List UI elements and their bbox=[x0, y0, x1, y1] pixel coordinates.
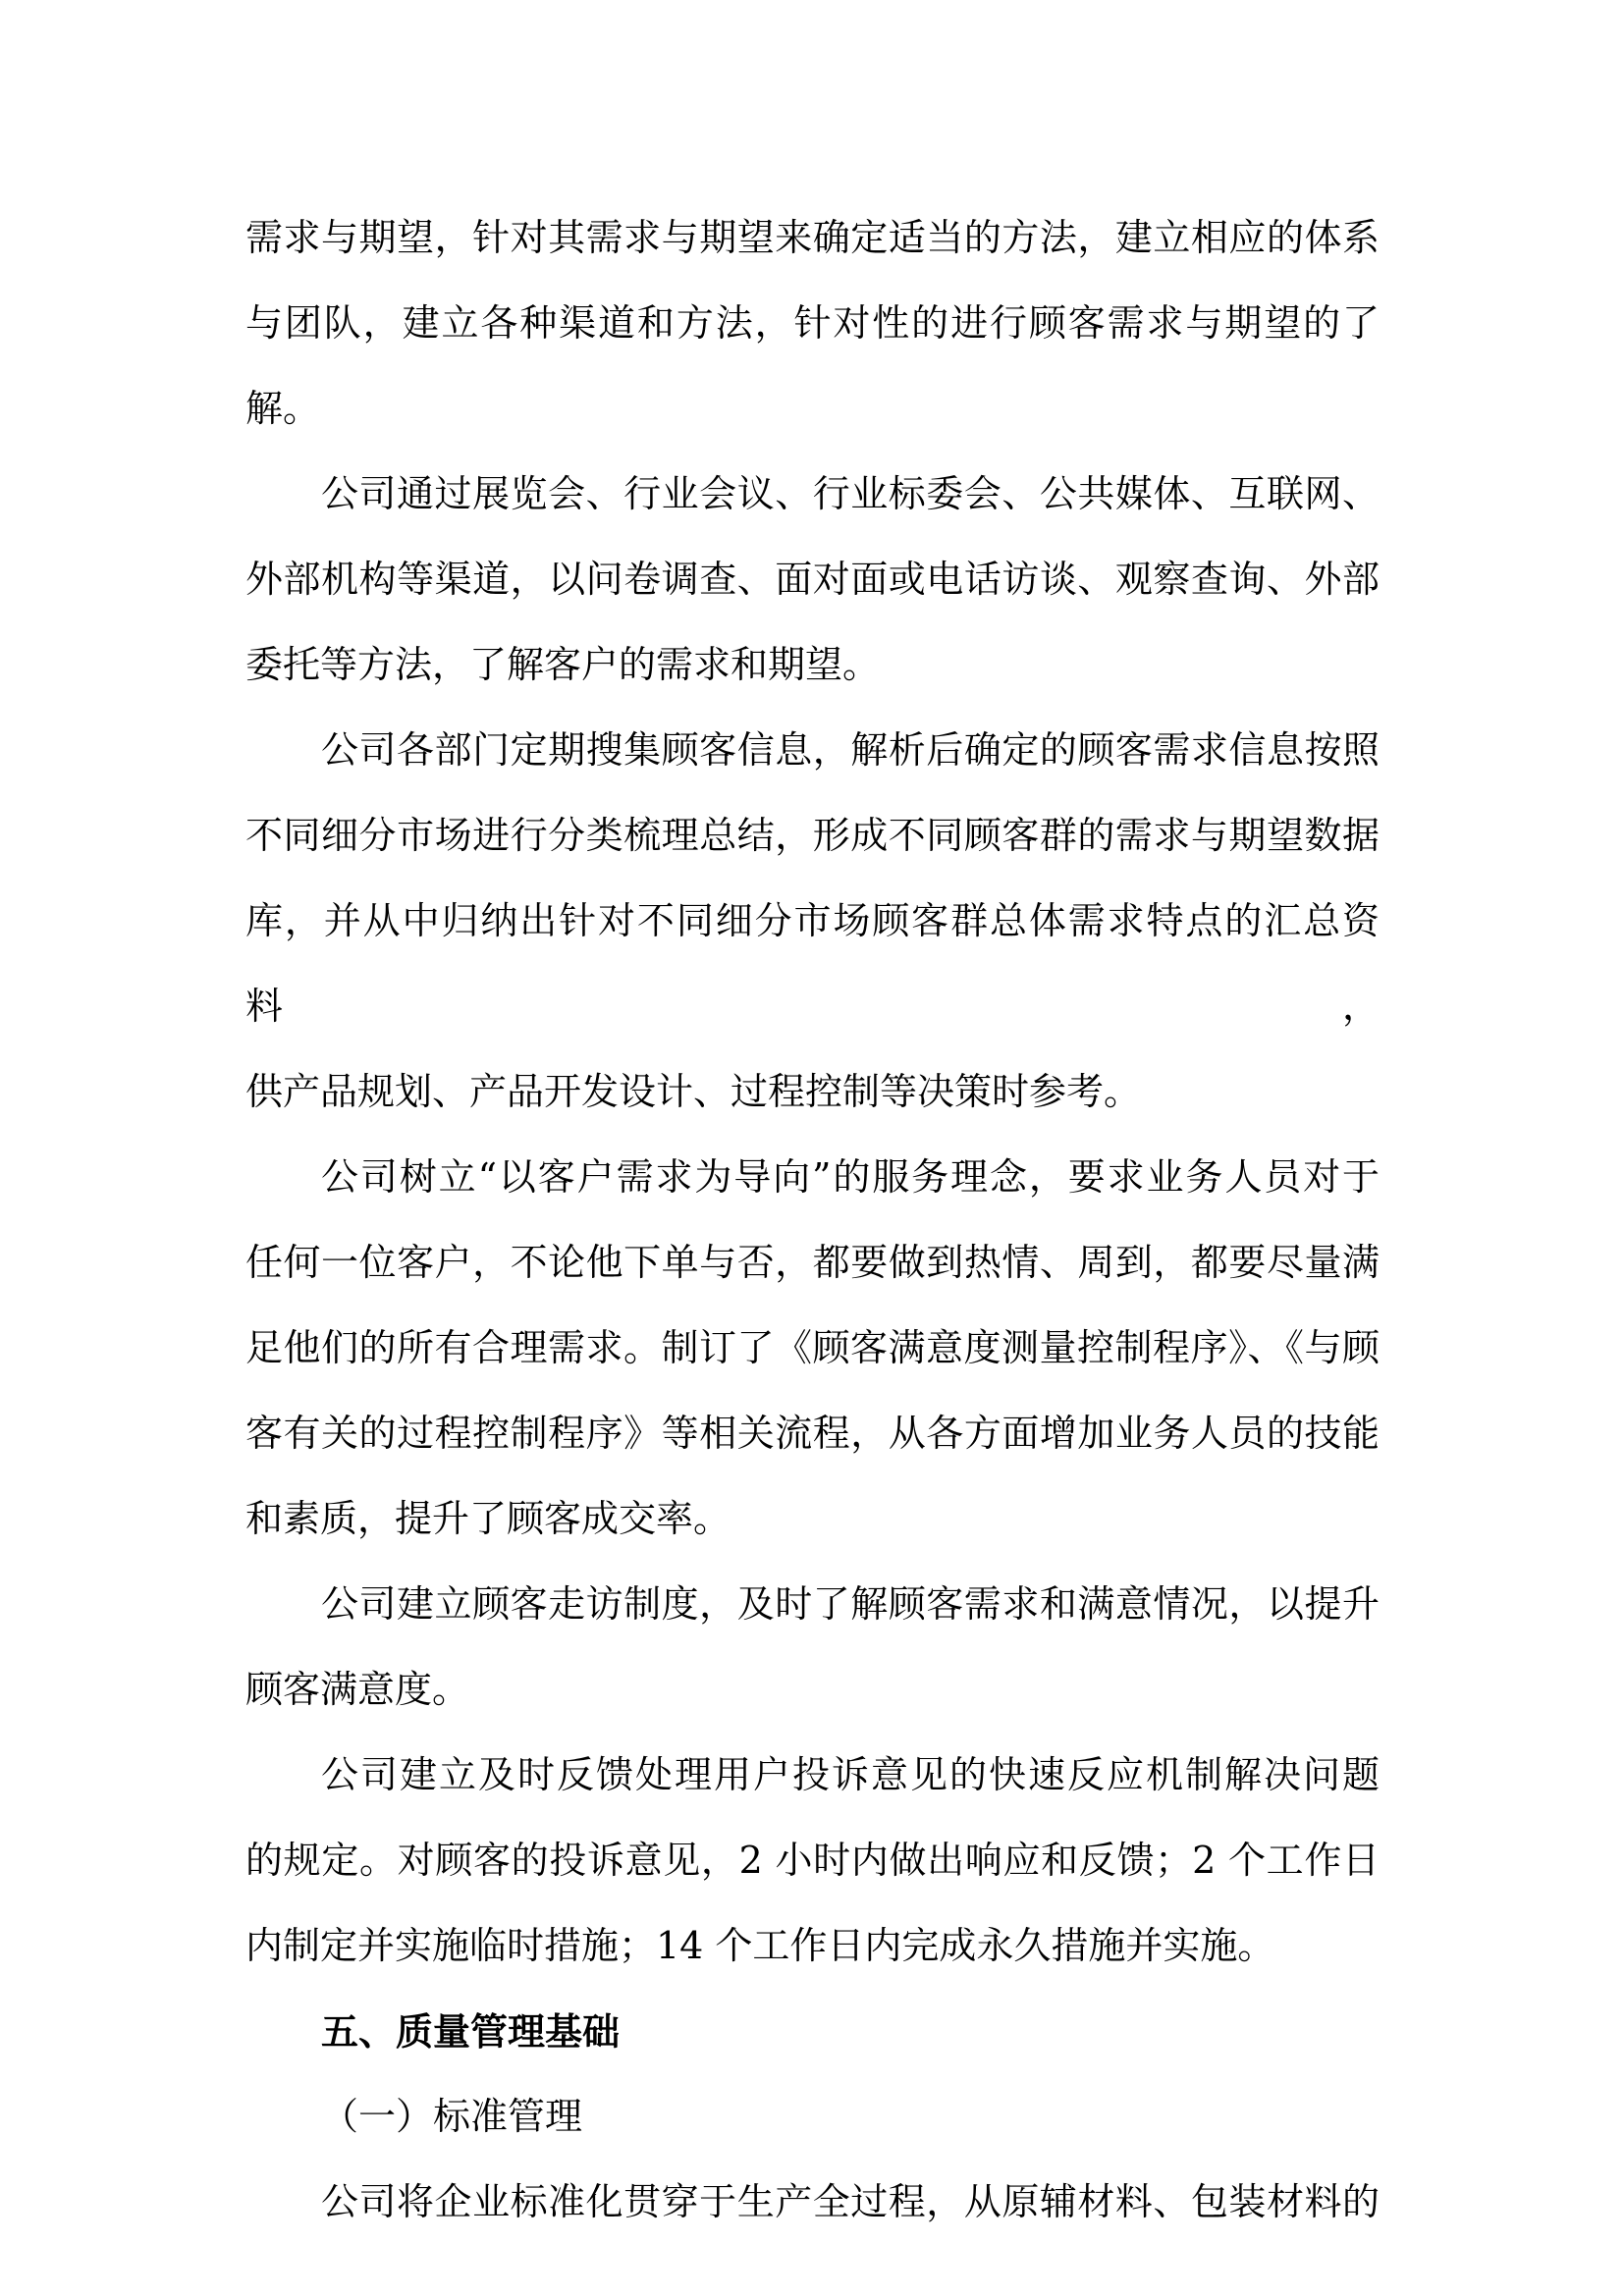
document-line: 公司树立“以客户需求为导向”的服务理念，要求业务人员对于 bbox=[321, 1155, 1380, 1199]
document-line: 需求与期望，针对其需求与期望来确定适当的方法，建立相应的体系 bbox=[245, 216, 1380, 259]
document-line: 与团队，建立各种渠道和方法，针对性的进行顾客需求与期望的了解。 bbox=[245, 301, 1380, 430]
document-body bbox=[245, 195, 1380, 2245]
document-line: 客有关的过程控制程序》等相关流程，从各方面增加业务人员的技能 bbox=[245, 1412, 1380, 1455]
document-line: （一）标准管理 bbox=[321, 2095, 583, 2138]
document-line: 库，并从中归纳出针对不同细分市场顾客群总体需求特点的汇总资料， bbox=[245, 899, 1380, 1028]
paragraph bbox=[245, 2160, 1380, 2245]
paragraph bbox=[245, 1135, 1380, 1562]
document-line: 五、质量管理基础 bbox=[321, 2009, 621, 2054]
document-line: 的规定。对顾客的投诉意见，2 小时内做出响应和反馈；2 个工作日 bbox=[245, 1839, 1380, 1882]
document-line: 顾客满意度。 bbox=[245, 1668, 470, 1711]
document-line: 公司建立及时反馈处理用户投诉意见的快速反应机制解决问题 bbox=[321, 1753, 1380, 1796]
document-line: 足他们的所有合理需求。制订了《顾客满意度测量控制程序》、《与顾 bbox=[245, 1326, 1380, 1369]
section-heading bbox=[245, 1989, 1380, 2074]
subsection-heading bbox=[245, 2074, 1380, 2160]
paragraph bbox=[245, 452, 1380, 708]
document-line: 任何一位客户，不论他下单与否，都要做到热情、周到，都要尽量满 bbox=[245, 1241, 1380, 1284]
document-line: 委托等方法，了解客户的需求和期望。 bbox=[245, 643, 881, 686]
document-line: 外部机构等渠道，以问卷调查、面对面或电话访谈、观察查询、外部 bbox=[245, 558, 1380, 601]
document-line: 供产品规划、产品开发设计、过程控制等决策时参考。 bbox=[245, 1070, 1142, 1113]
paragraph bbox=[245, 1562, 1380, 1733]
document-line: 公司建立顾客走访制度，及时了解顾客需求和满意情况，以提升 bbox=[321, 1582, 1380, 1626]
document-line: 内制定并实施临时措施；14 个工作日内完成永久措施并实施。 bbox=[245, 1924, 1275, 1967]
document-line: 公司将企业标准化贯穿于生产全过程，从原辅材料、包装材料的 bbox=[321, 2180, 1380, 2223]
document-line: 公司各部门定期搜集顾客信息，解析后确定的顾客需求信息按照 bbox=[321, 728, 1380, 772]
document-line: 不同细分市场进行分类梳理总结，形成不同顾客群的需求与期望数据 bbox=[245, 814, 1380, 857]
document-line: 和素质，提升了顾客成交率。 bbox=[245, 1497, 731, 1540]
paragraph bbox=[245, 1733, 1380, 1989]
paragraph bbox=[245, 708, 1380, 1135]
document-line: 公司通过展览会、行业会议、行业标委会、公共媒体、互联网、 bbox=[321, 472, 1380, 515]
paragraph bbox=[245, 195, 1380, 452]
